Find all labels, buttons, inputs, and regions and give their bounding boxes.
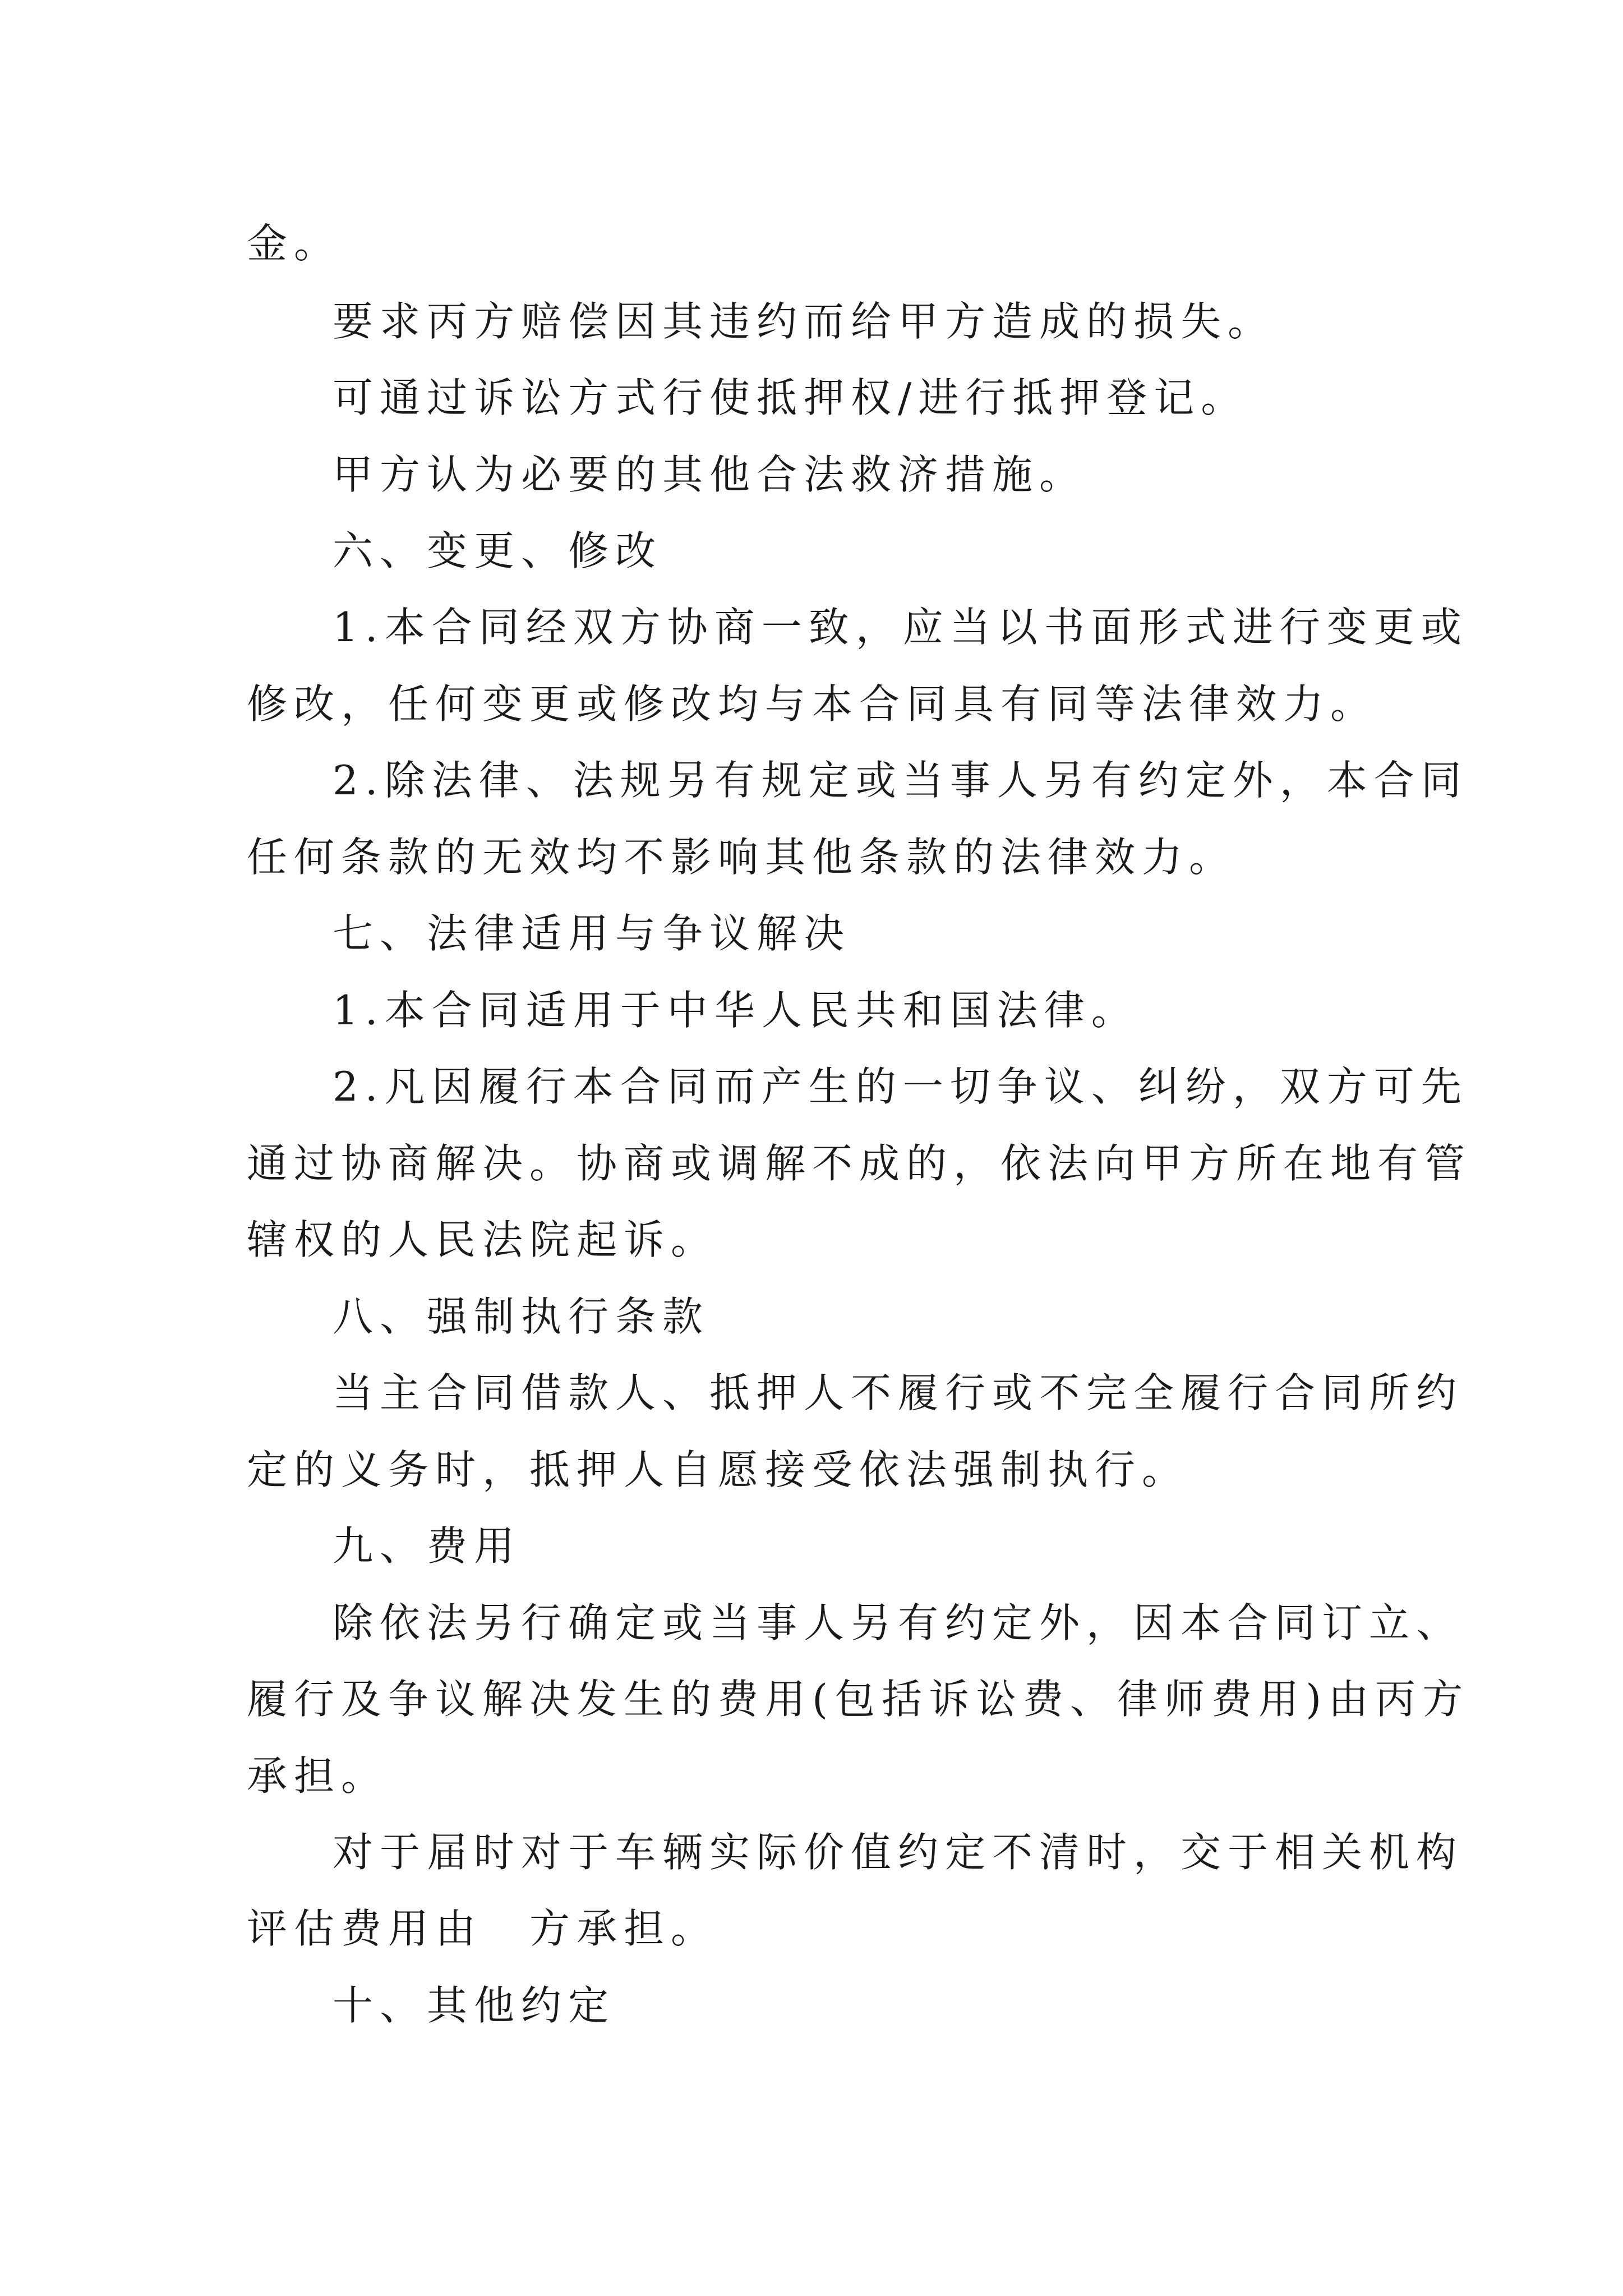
paragraph-line: 甲方认为必要的其他合法救济措施。 — [333, 451, 1087, 498]
paragraph-line: 可通过诉讼方式行使抵押权/进行抵押登记。 — [333, 374, 1248, 421]
paragraph-line: 当主合同借款人、抵押人不履行或不完全履行合同所约 — [333, 1369, 1464, 1416]
paragraph-line: 2.凡因履行本合同而产生的一切争议、纠纷，双方可先 — [333, 1063, 1468, 1110]
paragraph-line: 评估费用由 方承担。 — [247, 1905, 718, 1952]
paragraph-line: 承担。 — [247, 1752, 389, 1800]
paragraph-line: 金。 — [247, 220, 342, 267]
paragraph-line: 定的义务时，抵押人自愿接受依法强制执行。 — [247, 1446, 1189, 1493]
section-heading: 八、强制执行条款 — [333, 1293, 710, 1340]
section-heading: 九、费用 — [333, 1522, 522, 1570]
section-heading: 十、其他约定 — [333, 1982, 616, 2029]
paragraph-line: 除依法另行确定或当事人另有约定外，因本合同订立、 — [333, 1599, 1464, 1646]
paragraph-line: 要求丙方赔偿因其违约而给甲方造成的损失。 — [333, 298, 1275, 345]
paragraph-line: 1.本合同经双方协商一致，应当以书面形式进行变更或 — [333, 604, 1468, 651]
paragraph-line: 履行及争议解决发生的费用(包括诉讼费、律师费用)由丙方 — [247, 1676, 1470, 1723]
paragraph-line: 通过协商解决。协商或调解不成的，依法向甲方所在地有管 — [247, 1140, 1472, 1187]
paragraph-line: 修改，任何变更或修改均与本合同具有同等法律效力。 — [247, 680, 1378, 728]
paragraph-line: 对于届时对于车辆实际价值约定不清时，交于相关机构 — [333, 1829, 1464, 1876]
section-heading: 七、法律适用与争议解决 — [333, 910, 851, 957]
section-heading: 六、变更、修改 — [333, 527, 663, 574]
paragraph-line: 2.除法律、法规另有规定或当事人另有约定外，本合同 — [333, 757, 1468, 804]
paragraph-line: 任何条款的无效均不影响其他条款的法律效力。 — [247, 834, 1237, 881]
paragraph-line: 辖权的人民法院起诉。 — [247, 1216, 718, 1263]
paragraph-line: 1.本合同适用于中华人民共和国法律。 — [333, 987, 1138, 1034]
